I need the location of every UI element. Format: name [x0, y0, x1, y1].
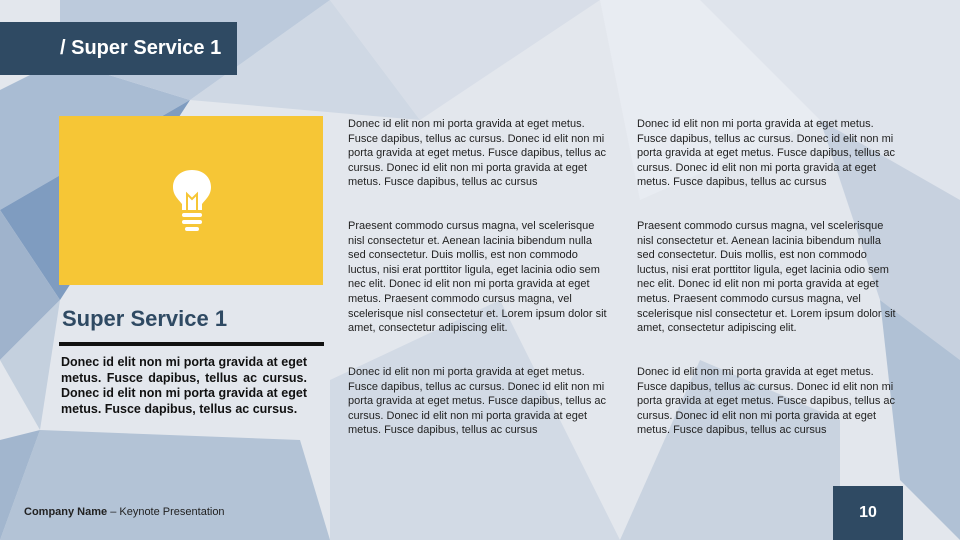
column-2-paragraph-1: Donec id elit non mi porta gravida at eget metus. Fusce dapibus, tellus ac cursus. Donec id elit non mi porta gravida at eget metus. Fusce dapibus, tellus ac cursus. Donec id elit non mi porta gravida at eget metus. Fusce dapibus, tellus ac cursus [637, 118, 896, 189]
service-heading: Super Service 1 [62, 306, 228, 331]
slide-title: / Super Service 1 [0, 22, 237, 75]
service-description: Donec id elit non mi porta gravida at eget metus. Fusce dapibus, tellus ac cursus. Donec id elit non mi porta gravida at eget metus. Fusce dapibus, tellus ac cursus. [61, 355, 307, 416]
column-1-paragraph-1: Donec id elit non mi porta gravida at eget metus. Fusce dapibus, tellus ac cursus. Donec id elit non mi porta gravida at eget metus. Fusce dapibus, tellus ac cursus. Donec id elit non mi porta gravida at eget metus. Fusce dapibus, tellus ac cursus [348, 118, 607, 189]
footer-company: Company Name [24, 506, 108, 518]
page-number: 10 [833, 486, 903, 540]
footer-presentation: – Keynote Presentation [107, 506, 225, 518]
column-1-paragraph-3: Donec id elit non mi porta gravida at eget metus. Fusce dapibus, tellus ac cursus. Donec id elit non mi porta gravida at eget metus. Fusce dapibus, tellus ac cursus. Donec id elit non mi porta gravida at eget metus. Fusce dapibus, tellus ac cursus [348, 366, 607, 437]
heading-divider [59, 342, 324, 346]
lightbulb-icon [170, 166, 214, 232]
footer-text [24, 506, 225, 518]
column-2-paragraph-3: Donec id elit non mi porta gravida at eget metus. Fusce dapibus, tellus ac cursus. Donec id elit non mi porta gravida at eget metus. Fusce dapibus, tellus ac cursus. Donec id elit non mi porta gravida at eget metus. Fusce dapibus, tellus ac cursus [637, 366, 896, 437]
column-1-paragraph-2: Praesent commodo cursus magna, vel scelerisque nisl consectetur et. Aenean lacinia bibendum nulla sed consectetur. Duis mollis, est non commodo luctus, nisi erat porttitor ligula, eget lacinia odio sem nec elit. Donec id elit non mi porta gravida at eget metus. Praesent commodo cursus magna, vel scelerisque nisl consectetur et. Lorem ipsum dolor sit amet, consectetur adipiscing elit. [348, 220, 607, 335]
column-2-paragraph-2: Praesent commodo cursus magna, vel scelerisque nisl consectetur et. Aenean lacinia bibendum nulla sed consectetur. Duis mollis, est non commodo luctus, nisi erat porttitor ligula, eget lacinia odio sem nec elit. Donec id elit non mi porta gravida at eget metus. Praesent commodo cursus magna, vel scelerisque nisl consectetur et. Lorem ipsum dolor sit amet, consectetur adipiscing elit. [637, 220, 896, 335]
